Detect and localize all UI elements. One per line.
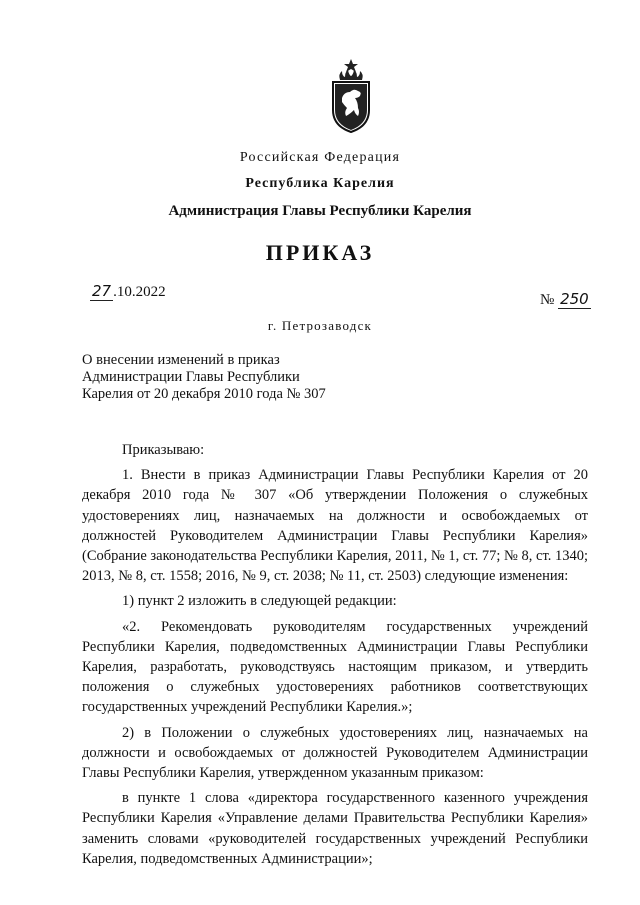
subject-line: Администрации Главы Республики: [82, 369, 300, 385]
body-paragraph: 1. Внести в приказ Администрации Главы Республики Карелия от 20 декабря 2010 года № 307 «Об утверждении Положения о служебных удостоверениях лиц, назначаемых на должности и освобождаемых от должностей Руководителем Администрации Главы Республики Карелия» (Собрание законодательства Республики Карелия, 2011, № 1, ст. 77; № 8, ст. 1340; 2013, № 8, ст. 1558; 2016, № 9, ст. 2038; № 11, ст. 2503) следующие изменения:: [82, 467, 588, 585]
city-name: г. Петрозаводск: [267, 318, 373, 333]
subject-line: Карелия от 20 декабря 2010 года № 307: [82, 386, 326, 402]
body-paragraph: 2) в Положении о служебных удостоверениях лиц, назначаемых на должности и освобождаемых от должностей Руководителем Администрации Главы Республики Карелия, утвержденном указанным приказом:: [82, 724, 588, 782]
republic-name: Республика Карелия: [245, 176, 395, 191]
document-date: [90, 282, 166, 301]
number-value-handwritten: 250: [560, 290, 589, 308]
country-name: Российская Федерация: [239, 150, 401, 165]
document-type-title: ПРИКАЗ: [265, 240, 375, 265]
body-paragraph: в пункте 1 слова «директора государственного казенного учреждения Республики Карелия «Управление делами Правительства Республики Карелия» заменить словами «руководителей государственных учреждений Республики Карелия, подведомственных Администрации»;: [82, 790, 588, 867]
body-paragraph: 1) пункт 2 изложить в следующей редакции:: [122, 593, 397, 610]
subject-line: О внесении изменений в приказ: [82, 352, 280, 368]
date-month-year: .10.2022: [113, 284, 166, 300]
karelia-coat-of-arms-icon: [328, 58, 374, 134]
document-body: [82, 440, 588, 869]
body-paragraph: «2. Рекомендовать руководителям государственных учреждений Республики Карелия, подведомственных Администрации Главы Республики Карелия, разработать, руководствуясь настоящим приказом, и утвердить положения о служебных удостоверениях работников соответствующих государственных учреждений Республики Карелия.»;: [82, 618, 588, 716]
number-sign: №: [540, 292, 555, 308]
date-day-handwritten: 27: [92, 282, 112, 300]
document-subject: [82, 352, 326, 403]
order-word: Приказываю:: [122, 442, 205, 458]
document-number: [540, 290, 591, 309]
administration-name: Администрация Главы Республики Карелия: [168, 203, 472, 219]
